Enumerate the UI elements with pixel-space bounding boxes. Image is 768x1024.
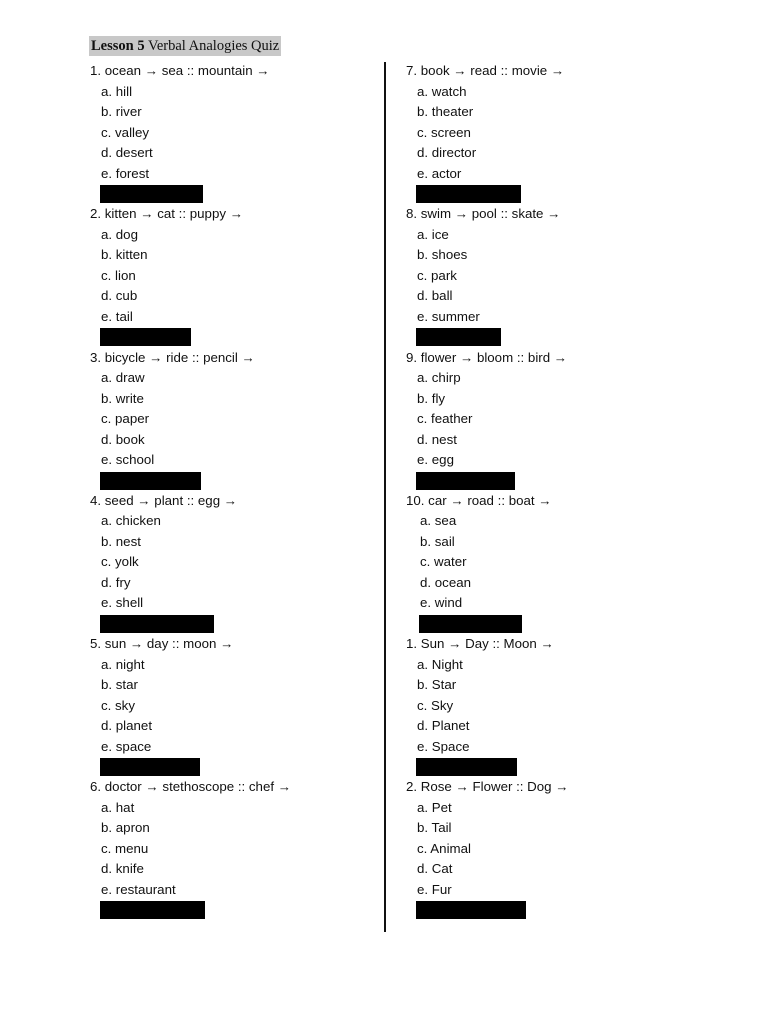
redacted-answer xyxy=(419,615,522,633)
quiz-subtitle: Verbal Analogies Quiz xyxy=(147,38,280,54)
answer-option: e. forest xyxy=(101,165,150,181)
question-prompt: 3. bicycle → ride :: pencil → xyxy=(90,349,255,365)
answer-option: a. chicken xyxy=(101,513,161,529)
answer-option: b. nest xyxy=(101,533,141,549)
answer-option: b. Star xyxy=(417,677,457,693)
redacted-answer xyxy=(416,328,501,346)
answer-option: d. nest xyxy=(417,431,457,447)
answer-option: b. shoes xyxy=(417,247,468,263)
answer-option: d. director xyxy=(417,145,477,160)
question-block xyxy=(406,61,569,204)
redacted-answer xyxy=(416,758,517,776)
left-column xyxy=(90,61,291,921)
question-prompt: 7. book → read :: movie → xyxy=(406,63,565,78)
answer-option: c. valley xyxy=(101,124,150,140)
answer-option: e. summer xyxy=(417,308,480,324)
redacted-answer xyxy=(100,185,203,203)
question-prompt: 1. Sun → Day :: Moon → xyxy=(406,636,554,652)
answer-option: d. fry xyxy=(101,574,131,590)
question-block xyxy=(90,777,291,920)
answer-option: c. paper xyxy=(101,411,150,427)
answer-option: c. park xyxy=(417,267,457,283)
question-prompt: 4. seed → plant :: egg → xyxy=(90,492,238,508)
question-prompt: 9. flower → bloom :: bird → xyxy=(406,349,568,365)
answer-option: c. Animal xyxy=(417,840,471,856)
answer-option: b. Tail xyxy=(417,820,452,836)
answer-option: b. kitten xyxy=(101,247,148,263)
column-divider xyxy=(384,62,386,932)
answer-option: b. fly xyxy=(417,390,446,406)
question-block xyxy=(406,491,569,634)
answer-option: b. theater xyxy=(417,104,474,119)
answer-option: e. shell xyxy=(101,595,144,611)
answer-option: e. space xyxy=(101,738,152,754)
answer-option: d. desert xyxy=(101,145,153,160)
answer-option: d. Planet xyxy=(417,718,470,734)
question-prompt: 8. swim → pool :: skate → xyxy=(406,206,561,222)
question-block xyxy=(406,777,569,920)
answer-option: b. write xyxy=(101,390,144,406)
answer-option: e. school xyxy=(101,452,155,468)
question-prompt: 1. ocean → sea :: mountain → xyxy=(90,63,270,78)
question-block xyxy=(90,61,291,204)
answer-option: b. star xyxy=(101,677,138,693)
page-title xyxy=(89,36,281,56)
question-block xyxy=(90,204,291,347)
answer-option: d. ocean xyxy=(420,574,472,590)
answer-option: e. egg xyxy=(417,452,454,468)
answer-option: c. menu xyxy=(101,840,149,856)
answer-option: e. tail xyxy=(101,308,133,324)
answer-option: c. feather xyxy=(417,411,473,427)
right-column xyxy=(406,61,569,921)
question-prompt: 2. Rose → Flower :: Dog → xyxy=(406,779,569,795)
question-block xyxy=(406,348,569,491)
answer-option: d. Cat xyxy=(417,861,453,877)
answer-option: a. Night xyxy=(417,656,463,672)
answer-option: e. restaurant xyxy=(101,881,176,897)
question-block xyxy=(90,634,291,777)
answer-option: e. Fur xyxy=(417,881,452,897)
question-prompt: 5. sun → day :: moon → xyxy=(90,636,234,652)
answer-option: a. ice xyxy=(417,226,449,242)
redacted-answer xyxy=(416,472,515,490)
answer-option: d. ball xyxy=(417,288,453,304)
answer-option: a. hill xyxy=(101,83,133,99)
answer-option: b. sail xyxy=(420,533,455,549)
question-prompt: 2. kitten → cat :: puppy → xyxy=(90,206,243,222)
redacted-answer xyxy=(100,901,205,919)
answer-option: c. water xyxy=(420,554,467,570)
redacted-answer xyxy=(416,901,526,919)
answer-option: a. hat xyxy=(101,799,135,815)
lesson-label: Lesson 5 xyxy=(91,38,145,54)
answer-option: b. apron xyxy=(101,820,150,836)
answer-option: d. planet xyxy=(101,718,153,734)
answer-option: b. river xyxy=(101,104,142,119)
answer-option: c. Sky xyxy=(417,697,454,713)
answer-option: a. dog xyxy=(101,226,138,242)
answer-option: a. night xyxy=(101,656,145,672)
question-prompt: 10. car → road :: boat → xyxy=(406,492,552,508)
answer-option: e. wind xyxy=(420,595,463,611)
answer-option: a. sea xyxy=(420,513,457,529)
redacted-answer xyxy=(100,615,214,633)
question-block xyxy=(90,348,291,491)
question-block xyxy=(90,491,291,634)
answer-option: c. screen xyxy=(417,124,471,140)
question-block xyxy=(406,204,569,347)
answer-option: a. chirp xyxy=(417,370,461,386)
answer-option: d. cub xyxy=(101,288,138,304)
answer-option: d. book xyxy=(101,431,145,447)
answer-option: e. actor xyxy=(417,165,462,181)
redacted-answer xyxy=(100,758,200,776)
question-prompt: 6. doctor → stethoscope :: chef → xyxy=(90,779,292,795)
redacted-answer xyxy=(100,328,191,346)
answer-option: c. sky xyxy=(101,697,135,713)
answer-option: d. knife xyxy=(101,861,144,877)
answer-option: c. lion xyxy=(101,267,136,283)
question-block xyxy=(406,634,569,777)
answer-option: a. draw xyxy=(101,370,145,386)
redacted-answer xyxy=(100,472,201,490)
answer-option: a. Pet xyxy=(417,799,452,815)
answer-option: c. yolk xyxy=(101,554,139,570)
answer-option: e. Space xyxy=(417,738,470,754)
answer-option: a. watch xyxy=(417,83,467,99)
redacted-answer xyxy=(416,185,521,203)
